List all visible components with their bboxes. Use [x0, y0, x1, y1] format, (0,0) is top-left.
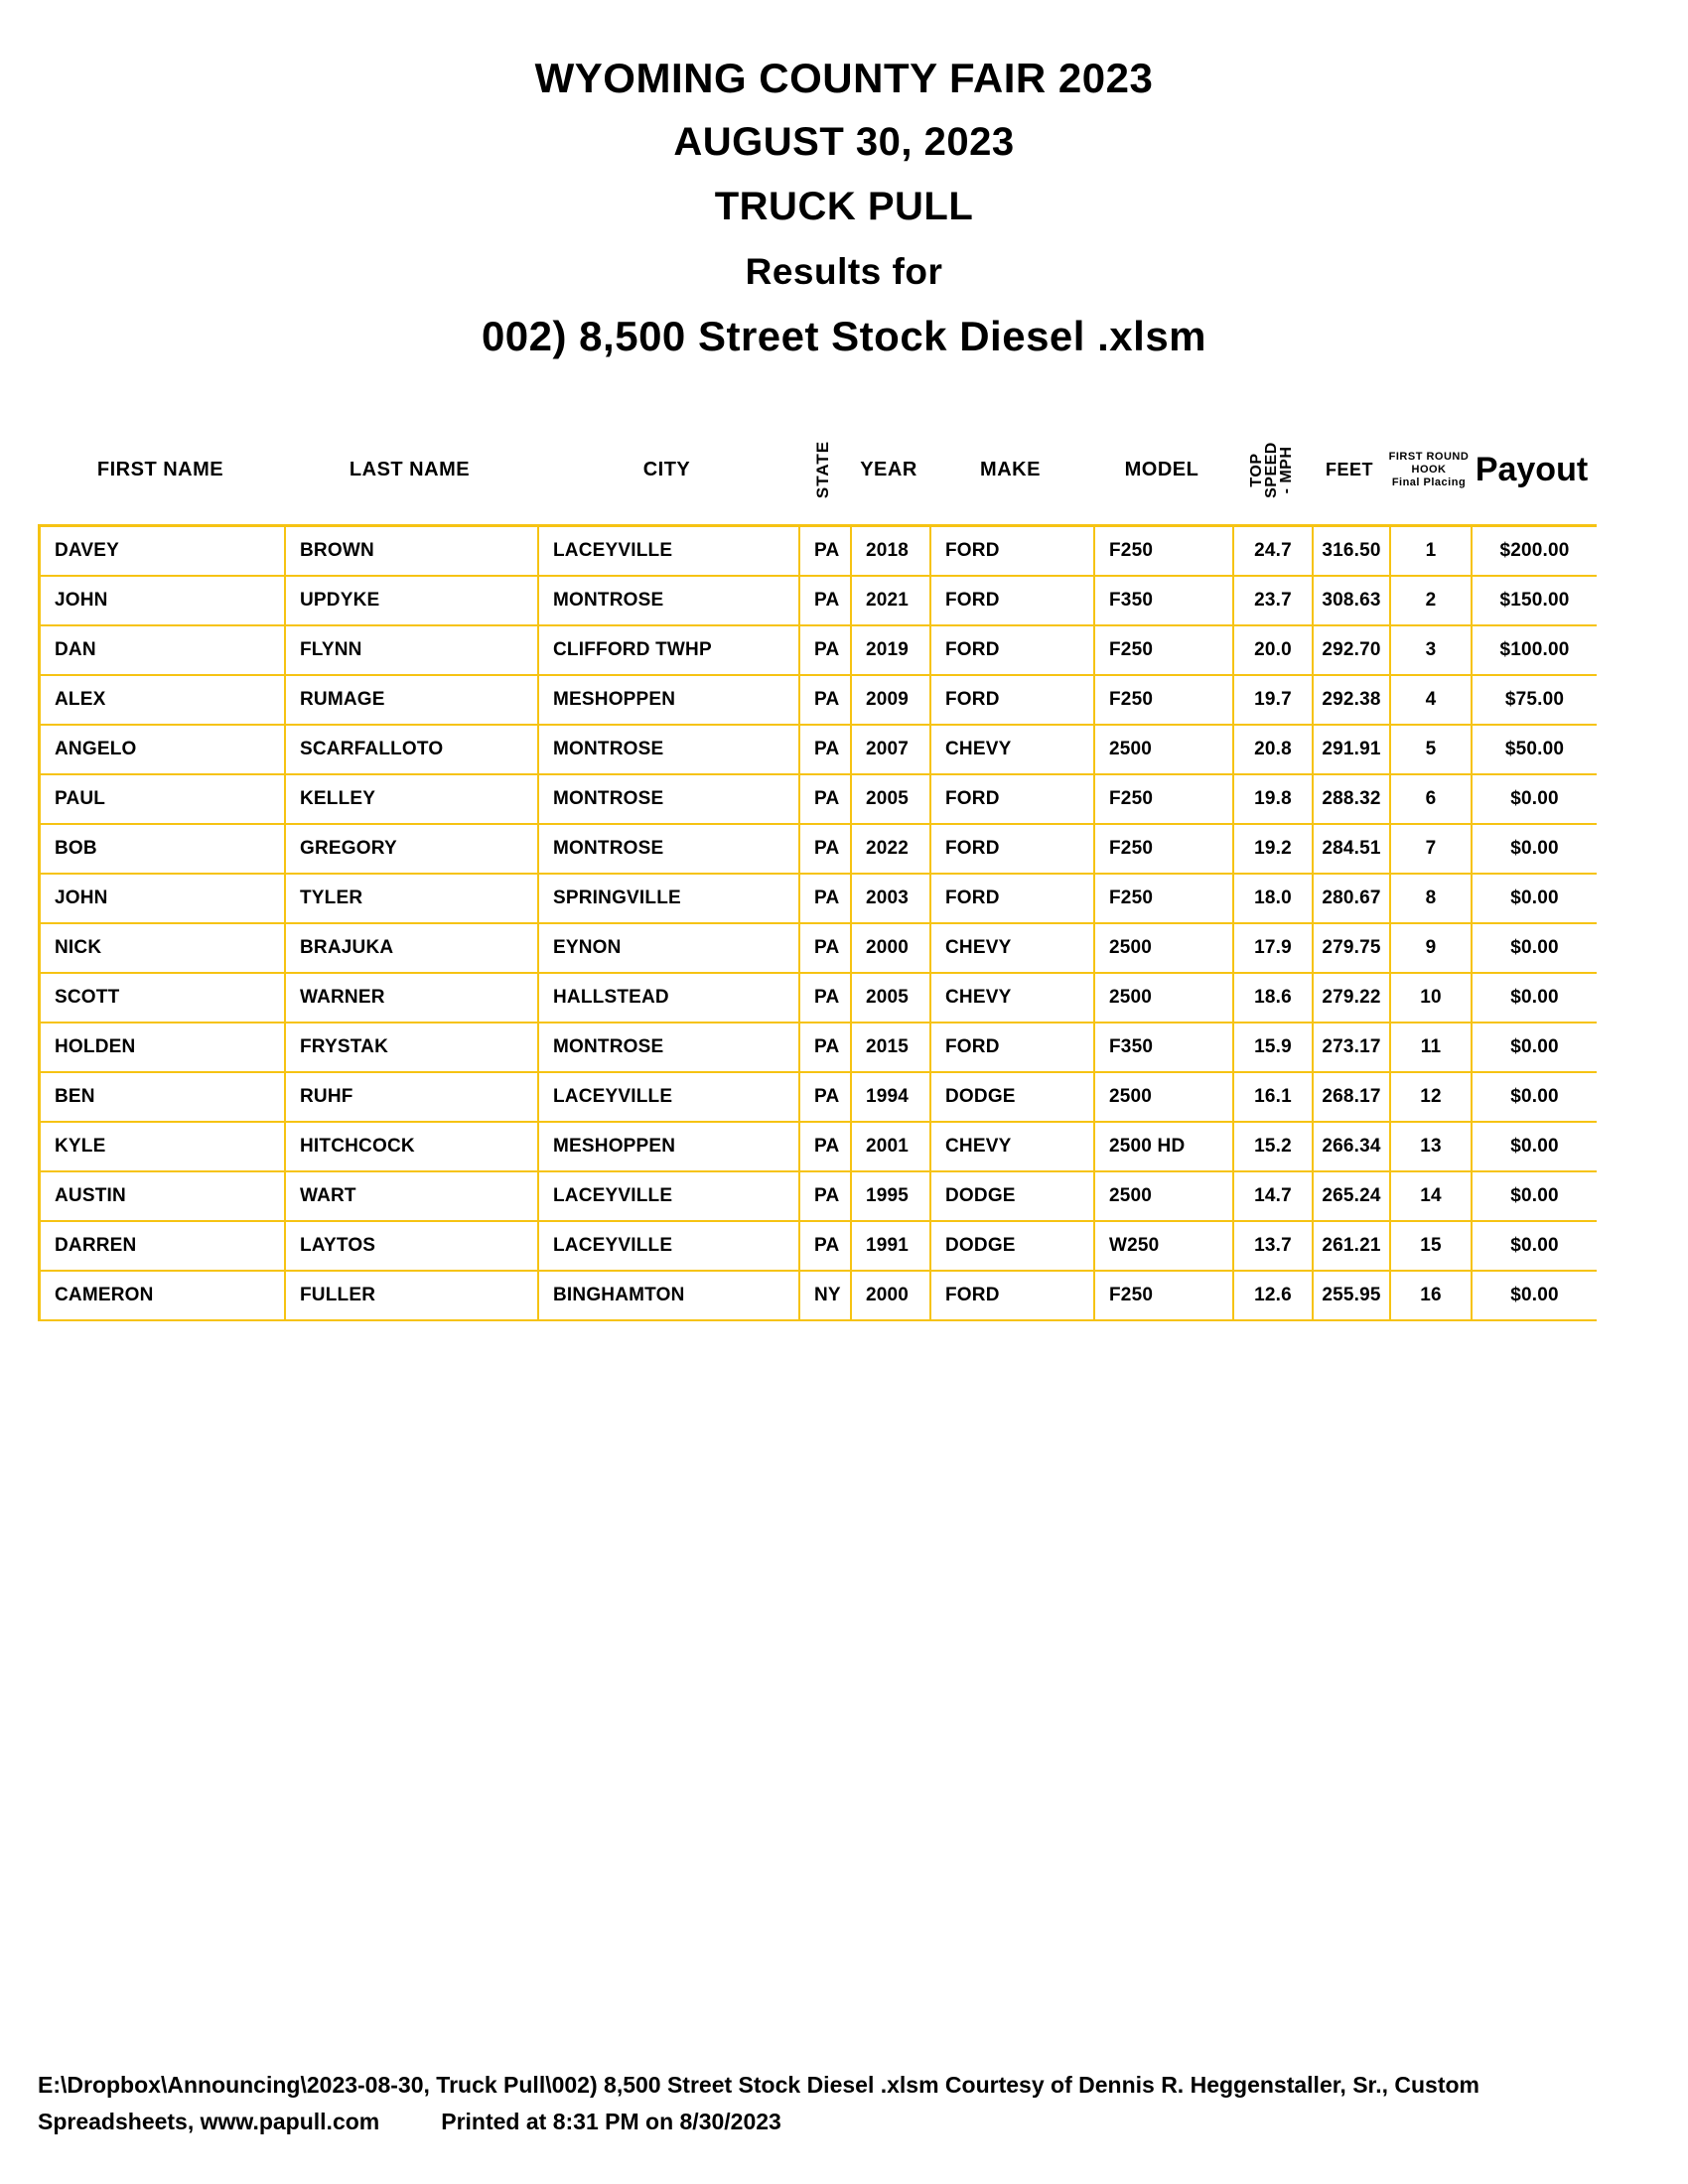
- cell-state: PA: [800, 527, 852, 577]
- cell-model: F250: [1095, 825, 1234, 875]
- cell-state: PA: [800, 577, 852, 626]
- cell-make: DODGE: [931, 1073, 1095, 1123]
- cell-model: 2500: [1095, 726, 1234, 775]
- header-model: MODEL: [1124, 458, 1199, 480]
- cell-placing: 12: [1391, 1073, 1473, 1123]
- table-row: [41, 626, 1597, 676]
- table-row: [41, 974, 1597, 1024]
- event-type: TRUCK PULL: [714, 185, 974, 228]
- footer-website: Spreadsheets, www.papull.com: [38, 2109, 380, 2134]
- class-title: 002) 8,500 Street Stock Diesel .xlsm: [481, 313, 1207, 359]
- cell-feet: 316.50: [1314, 527, 1391, 577]
- cell-make: FORD: [931, 875, 1095, 924]
- cell-first-name: KYLE: [41, 1123, 286, 1172]
- header-first-round-hook: [1388, 415, 1470, 524]
- cell-payout: $150.00: [1473, 577, 1597, 626]
- cell-first-name: JOHN: [41, 577, 286, 626]
- cell-top-speed: 19.7: [1234, 676, 1314, 726]
- cell-make: CHEVY: [931, 1123, 1095, 1172]
- cell-make: FORD: [931, 527, 1095, 577]
- cell-state: PA: [800, 974, 852, 1024]
- cell-payout: $0.00: [1473, 924, 1597, 974]
- cell-payout: $100.00: [1473, 626, 1597, 676]
- cell-placing: 3: [1391, 626, 1473, 676]
- cell-last-name: KELLEY: [286, 775, 539, 825]
- cell-make: CHEVY: [931, 974, 1095, 1024]
- header-first-name: FIRST NAME: [96, 458, 224, 480]
- cell-top-speed: 15.9: [1234, 1024, 1314, 1073]
- table-row: [41, 1073, 1597, 1123]
- cell-year: 2009: [852, 676, 931, 726]
- header-payout: Payout: [1475, 450, 1589, 488]
- cell-top-speed: 20.8: [1234, 726, 1314, 775]
- cell-make: FORD: [931, 775, 1095, 825]
- cell-placing: 10: [1391, 974, 1473, 1024]
- footer-file-path: E:\Dropbox\Announcing\2023-08-30, Truck Pull\002) 8,500 Street Stock Diesel .xlsm Courtesy of Dennis R. Heggenstaller, Sr., Custom: [38, 2072, 1479, 2098]
- table-row: [41, 875, 1597, 924]
- page-footer: [38, 2067, 1626, 2140]
- header-top-speed-line3: - MPH: [1277, 446, 1295, 493]
- cell-year: 2000: [852, 924, 931, 974]
- cell-placing: 2: [1391, 577, 1473, 626]
- cell-make: FORD: [931, 626, 1095, 676]
- cell-payout: $0.00: [1473, 825, 1597, 875]
- cell-year: 2005: [852, 775, 931, 825]
- cell-feet: 255.95: [1314, 1272, 1391, 1321]
- cell-top-speed: 18.0: [1234, 875, 1314, 924]
- table-row: [41, 1272, 1597, 1321]
- cell-state: PA: [800, 626, 852, 676]
- cell-payout: $50.00: [1473, 726, 1597, 775]
- cell-state: PA: [800, 1222, 852, 1272]
- cell-city: LACEYVILLE: [539, 1073, 800, 1123]
- cell-year: 2005: [852, 974, 931, 1024]
- cell-top-speed: 16.1: [1234, 1073, 1314, 1123]
- cell-last-name: RUMAGE: [286, 676, 539, 726]
- cell-first-name: DAVEY: [41, 527, 286, 577]
- header-top-speed-label: [1249, 442, 1294, 498]
- cell-make: CHEVY: [931, 726, 1095, 775]
- cell-last-name: HITCHCOCK: [286, 1123, 539, 1172]
- cell-state: PA: [800, 726, 852, 775]
- cell-first-name: BEN: [41, 1073, 286, 1123]
- header-top-speed-line1: TOP: [1247, 452, 1265, 487]
- cell-city: EYNON: [539, 924, 800, 974]
- cell-state: PA: [800, 676, 852, 726]
- cell-first-name: HOLDEN: [41, 1024, 286, 1073]
- cell-make: FORD: [931, 1272, 1095, 1321]
- cell-last-name: SCARFALLOTO: [286, 726, 539, 775]
- table-row: [41, 527, 1597, 577]
- header-hook-label: FIRST ROUND HOOK: [1388, 450, 1470, 476]
- cell-last-name: RUHF: [286, 1073, 539, 1123]
- results-for-label: Results for: [745, 251, 943, 292]
- cell-last-name: BRAJUKA: [286, 924, 539, 974]
- cell-first-name: ANGELO: [41, 726, 286, 775]
- cell-payout: $0.00: [1473, 775, 1597, 825]
- cell-placing: 8: [1391, 875, 1473, 924]
- cell-year: 2018: [852, 527, 931, 577]
- table-row: [41, 924, 1597, 974]
- table-row: [41, 1024, 1597, 1073]
- cell-model: F250: [1095, 626, 1234, 676]
- cell-year: 2015: [852, 1024, 931, 1073]
- cell-last-name: GREGORY: [286, 825, 539, 875]
- cell-payout: $0.00: [1473, 1272, 1597, 1321]
- cell-top-speed: 19.8: [1234, 775, 1314, 825]
- cell-top-speed: 13.7: [1234, 1222, 1314, 1272]
- cell-state: PA: [800, 1123, 852, 1172]
- cell-payout: $200.00: [1473, 527, 1597, 577]
- cell-top-speed: 17.9: [1234, 924, 1314, 974]
- cell-state: PA: [800, 775, 852, 825]
- cell-first-name: PAUL: [41, 775, 286, 825]
- cell-top-speed: 14.7: [1234, 1172, 1314, 1222]
- cell-payout: $0.00: [1473, 1024, 1597, 1073]
- cell-make: DODGE: [931, 1172, 1095, 1222]
- cell-state: PA: [800, 924, 852, 974]
- cell-feet: 280.67: [1314, 875, 1391, 924]
- cell-model: 2500: [1095, 1073, 1234, 1123]
- cell-feet: 261.21: [1314, 1222, 1391, 1272]
- cell-last-name: WARNER: [286, 974, 539, 1024]
- cell-city: LACEYVILLE: [539, 1222, 800, 1272]
- table-row: [41, 676, 1597, 726]
- cell-year: 2000: [852, 1272, 931, 1321]
- footer-line2: [38, 2104, 1626, 2140]
- cell-model: F250: [1095, 775, 1234, 825]
- cell-make: FORD: [931, 1024, 1095, 1073]
- cell-model: 2500: [1095, 1172, 1234, 1222]
- cell-payout: $0.00: [1473, 1123, 1597, 1172]
- cell-first-name: ALEX: [41, 676, 286, 726]
- cell-feet: 291.91: [1314, 726, 1391, 775]
- cell-placing: 4: [1391, 676, 1473, 726]
- header-last-name: LAST NAME: [349, 458, 471, 480]
- event-date: AUGUST 30, 2023: [673, 120, 1015, 164]
- cell-placing: 15: [1391, 1222, 1473, 1272]
- cell-model: F250: [1095, 1272, 1234, 1321]
- cell-payout: $0.00: [1473, 1172, 1597, 1222]
- cell-year: 1995: [852, 1172, 931, 1222]
- cell-city: MESHOPPEN: [539, 676, 800, 726]
- cell-last-name: LAYTOS: [286, 1222, 539, 1272]
- cell-first-name: DAN: [41, 626, 286, 676]
- cell-payout: $75.00: [1473, 676, 1597, 726]
- cell-top-speed: 24.7: [1234, 527, 1314, 577]
- cell-placing: 13: [1391, 1123, 1473, 1172]
- cell-feet: 308.63: [1314, 577, 1391, 626]
- cell-feet: 266.34: [1314, 1123, 1391, 1172]
- cell-make: CHEVY: [931, 924, 1095, 974]
- cell-model: W250: [1095, 1222, 1234, 1272]
- header-make: MAKE: [980, 458, 1041, 480]
- cell-year: 2007: [852, 726, 931, 775]
- cell-first-name: NICK: [41, 924, 286, 974]
- table-body: [38, 524, 1597, 1321]
- header-city: CITY: [642, 458, 691, 480]
- cell-state: PA: [800, 1024, 852, 1073]
- cell-city: MONTROSE: [539, 825, 800, 875]
- header-final-placing-label: Final Placing: [1391, 476, 1467, 488]
- cell-first-name: DARREN: [41, 1222, 286, 1272]
- table-row: [41, 577, 1597, 626]
- cell-model: 2500: [1095, 924, 1234, 974]
- cell-city: LACEYVILLE: [539, 1172, 800, 1222]
- cell-model: F350: [1095, 1024, 1234, 1073]
- cell-top-speed: 12.6: [1234, 1272, 1314, 1321]
- cell-model: F250: [1095, 527, 1234, 577]
- cell-top-speed: 19.2: [1234, 825, 1314, 875]
- cell-last-name: TYLER: [286, 875, 539, 924]
- cell-top-speed: 18.6: [1234, 974, 1314, 1024]
- cell-feet: 273.17: [1314, 1024, 1391, 1073]
- cell-year: 2021: [852, 577, 931, 626]
- cell-feet: 292.38: [1314, 676, 1391, 726]
- cell-top-speed: 23.7: [1234, 577, 1314, 626]
- cell-state: PA: [800, 875, 852, 924]
- cell-year: 2022: [852, 825, 931, 875]
- cell-placing: 1: [1391, 527, 1473, 577]
- cell-placing: 11: [1391, 1024, 1473, 1073]
- table-header: [38, 415, 1597, 524]
- cell-year: 2001: [852, 1123, 931, 1172]
- title-block: [0, 46, 1688, 368]
- cell-placing: 16: [1391, 1272, 1473, 1321]
- header-top-speed-line2: SPEED: [1262, 441, 1280, 498]
- cell-year: 1991: [852, 1222, 931, 1272]
- cell-city: MONTROSE: [539, 1024, 800, 1073]
- cell-first-name: AUSTIN: [41, 1172, 286, 1222]
- cell-placing: 9: [1391, 924, 1473, 974]
- cell-feet: 292.70: [1314, 626, 1391, 676]
- cell-feet: 284.51: [1314, 825, 1391, 875]
- cell-payout: $0.00: [1473, 1222, 1597, 1272]
- cell-first-name: CAMERON: [41, 1272, 286, 1321]
- cell-last-name: FLYNN: [286, 626, 539, 676]
- cell-city: BINGHAMTON: [539, 1272, 800, 1321]
- header-state: [797, 415, 849, 524]
- table-row: [41, 825, 1597, 875]
- cell-state: NY: [800, 1272, 852, 1321]
- table-row: [41, 1123, 1597, 1172]
- cell-make: FORD: [931, 676, 1095, 726]
- cell-city: HALLSTEAD: [539, 974, 800, 1024]
- table-row: [41, 1222, 1597, 1272]
- header-feet: FEET: [1325, 459, 1373, 479]
- cell-city: MONTROSE: [539, 726, 800, 775]
- table-row: [41, 726, 1597, 775]
- cell-first-name: SCOTT: [41, 974, 286, 1024]
- cell-last-name: UPDYKE: [286, 577, 539, 626]
- cell-last-name: FULLER: [286, 1272, 539, 1321]
- cell-feet: 288.32: [1314, 775, 1391, 825]
- cell-state: PA: [800, 825, 852, 875]
- cell-feet: 279.75: [1314, 924, 1391, 974]
- cell-city: MESHOPPEN: [539, 1123, 800, 1172]
- table-row: [41, 775, 1597, 825]
- event-title: WYOMING COUNTY FAIR 2023: [534, 55, 1154, 101]
- cell-top-speed: 15.2: [1234, 1123, 1314, 1172]
- cell-placing: 6: [1391, 775, 1473, 825]
- cell-state: PA: [800, 1073, 852, 1123]
- cell-model: 2500 HD: [1095, 1123, 1234, 1172]
- cell-model: F350: [1095, 577, 1234, 626]
- cell-model: F250: [1095, 875, 1234, 924]
- cell-make: FORD: [931, 825, 1095, 875]
- cell-payout: $0.00: [1473, 875, 1597, 924]
- cell-model: F250: [1095, 676, 1234, 726]
- cell-last-name: FRYSTAK: [286, 1024, 539, 1073]
- cell-city: LACEYVILLE: [539, 527, 800, 577]
- cell-feet: 268.17: [1314, 1073, 1391, 1123]
- header-state-label: STATE: [813, 440, 833, 499]
- cell-last-name: BROWN: [286, 527, 539, 577]
- cell-placing: 14: [1391, 1172, 1473, 1222]
- cell-state: PA: [800, 1172, 852, 1222]
- cell-payout: $0.00: [1473, 1073, 1597, 1123]
- cell-year: 2003: [852, 875, 931, 924]
- cell-first-name: BOB: [41, 825, 286, 875]
- footer-print-timestamp: Printed at 8:31 PM on 8/30/2023: [441, 2109, 781, 2134]
- table-row: [41, 1172, 1597, 1222]
- cell-city: CLIFFORD TWHP: [539, 626, 800, 676]
- cell-city: SPRINGVILLE: [539, 875, 800, 924]
- cell-make: FORD: [931, 577, 1095, 626]
- cell-make: DODGE: [931, 1222, 1095, 1272]
- cell-city: MONTROSE: [539, 577, 800, 626]
- cell-payout: $0.00: [1473, 974, 1597, 1024]
- cell-last-name: WART: [286, 1172, 539, 1222]
- cell-city: MONTROSE: [539, 775, 800, 825]
- cell-feet: 279.22: [1314, 974, 1391, 1024]
- cell-model: 2500: [1095, 974, 1234, 1024]
- cell-year: 1994: [852, 1073, 931, 1123]
- cell-first-name: JOHN: [41, 875, 286, 924]
- cell-feet: 265.24: [1314, 1172, 1391, 1222]
- cell-placing: 5: [1391, 726, 1473, 775]
- cell-top-speed: 20.0: [1234, 626, 1314, 676]
- header-top-speed: [1231, 415, 1311, 524]
- cell-year: 2019: [852, 626, 931, 676]
- cell-placing: 7: [1391, 825, 1473, 875]
- header-year: YEAR: [860, 458, 917, 480]
